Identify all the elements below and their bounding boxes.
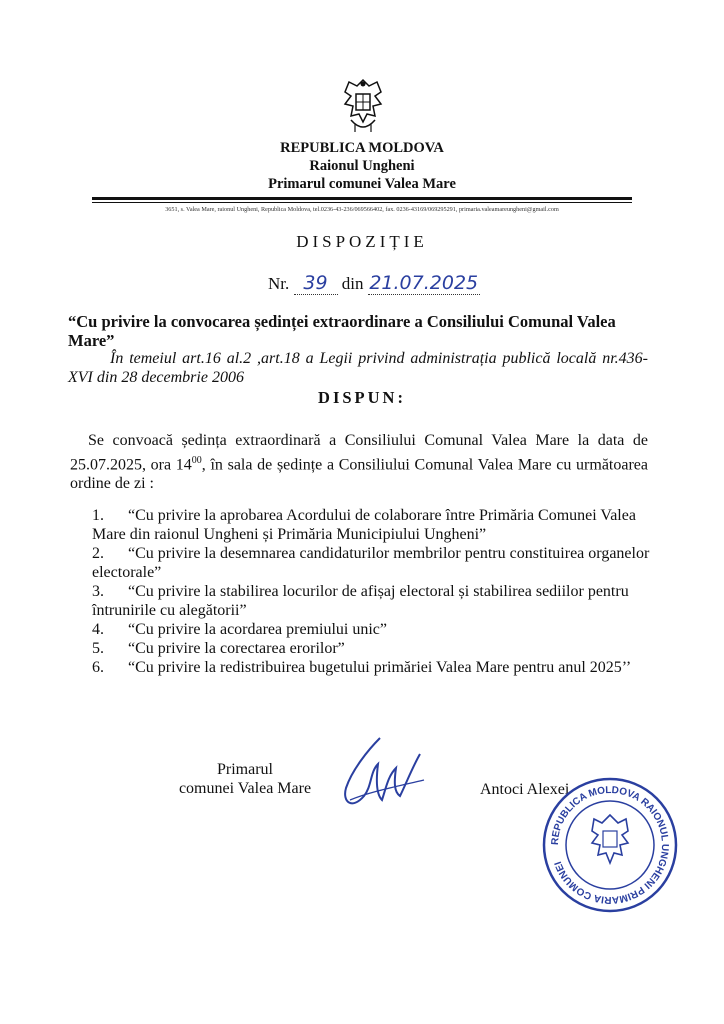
- document-title: DISPOZIȚIE: [296, 232, 428, 251]
- list-item: [92, 620, 658, 639]
- header-thick-rule: [92, 197, 632, 200]
- list-item: [92, 658, 658, 677]
- body-rest: , în sala de ședințe a Consiliului Comunal Valea Mare cu următoarea ordine de zi :: [70, 455, 648, 493]
- header-district: Raionul Ungheni: [309, 158, 415, 174]
- agenda-number: 1.: [92, 507, 104, 524]
- header-office: Primarul comunei Valea Mare: [268, 176, 456, 192]
- body-hour-sup: 00: [191, 454, 202, 466]
- legal-basis: În temeiul art.16 al.2 ,art.18 a Legii privind administrația publică locală nr.436-XVI din 28 decembrie 2006: [68, 350, 648, 386]
- agenda-number: 4.: [92, 621, 104, 638]
- stamp-ring-text: REPUBLICA MOLDOVA RAIONUL UNGHENI PRIMARIA COMUNEI: [549, 784, 671, 906]
- signatory-name: Antoci Alexei: [480, 781, 570, 798]
- body-intro: Se convoacă ședința extraordinară a Consiliului Comunal Valea Mare la data de 25.07.2025, ora 14: [70, 432, 648, 473]
- agenda-text: “Cu privire la corectarea erorilor”: [128, 640, 345, 657]
- header-country: REPUBLICA MOLDOVA: [280, 140, 444, 156]
- document-subject: “Cu privire la convocarea ședinței extraordinare a Consiliului Comunal Valea Mare”: [68, 312, 616, 350]
- list-item: [92, 582, 658, 620]
- decree-heading: DISPUN:: [318, 388, 406, 407]
- number-prefix: Nr.: [268, 274, 290, 293]
- agenda-text: “Cu privire la acordarea premiului unic”: [128, 621, 387, 638]
- document-date: 21.07.2025: [369, 272, 479, 294]
- signatory-role-line1: Primarul: [217, 761, 273, 778]
- convocation-paragraph: [70, 431, 648, 494]
- agenda-number: 2.: [92, 545, 104, 562]
- signatory-role-line2: comunei Valea Mare: [178, 780, 312, 797]
- list-item: [92, 544, 658, 582]
- list-item: [92, 506, 658, 544]
- coat-of-arms-emblem: [341, 76, 385, 138]
- number-connector: din: [341, 274, 364, 293]
- official-stamp: [540, 775, 680, 915]
- document-number-line: [268, 272, 508, 298]
- agenda-number: 3.: [92, 583, 104, 600]
- agenda-text: “Cu privire la stabilirea locurilor de afișaj electoral și stabilirea sediilor pentru întrunirile cu alegătorii”: [92, 583, 629, 619]
- header-contact-line: 3651, s. Valea Mare, raionul Ungheni, Republica Moldova, tel.0236-43-236/069566402, fax. 0236-43169/069295291, primaria.valeamareungheni@gmail.com: [165, 206, 559, 213]
- agenda-number: 5.: [92, 640, 104, 657]
- header-thin-rule: [92, 202, 632, 203]
- handwritten-signature: [330, 730, 430, 820]
- svg-text:REPUBLICA MOLDOVA RAIONUL UNG: [550, 785, 670, 905]
- number-value: 39: [294, 272, 338, 295]
- agenda-number: 6.: [92, 659, 104, 676]
- signatory-role: [160, 760, 330, 798]
- list-item: [92, 639, 658, 658]
- agenda-text: “Cu privire la aprobarea Acordului de colaborare între Primăria Comunei Valea Mare din raionul Ungheni și Primăria Municipiului Ungheni”: [92, 507, 636, 543]
- agenda-list: [92, 506, 658, 677]
- agenda-text: “Cu privire la desemnarea candidaturilor membrilor pentru constituirea organelor electorale”: [92, 545, 650, 581]
- agenda-text: “Cu privire la redistribuirea bugetului primăriei Valea Mare pentru anul 2025’’: [128, 659, 632, 676]
